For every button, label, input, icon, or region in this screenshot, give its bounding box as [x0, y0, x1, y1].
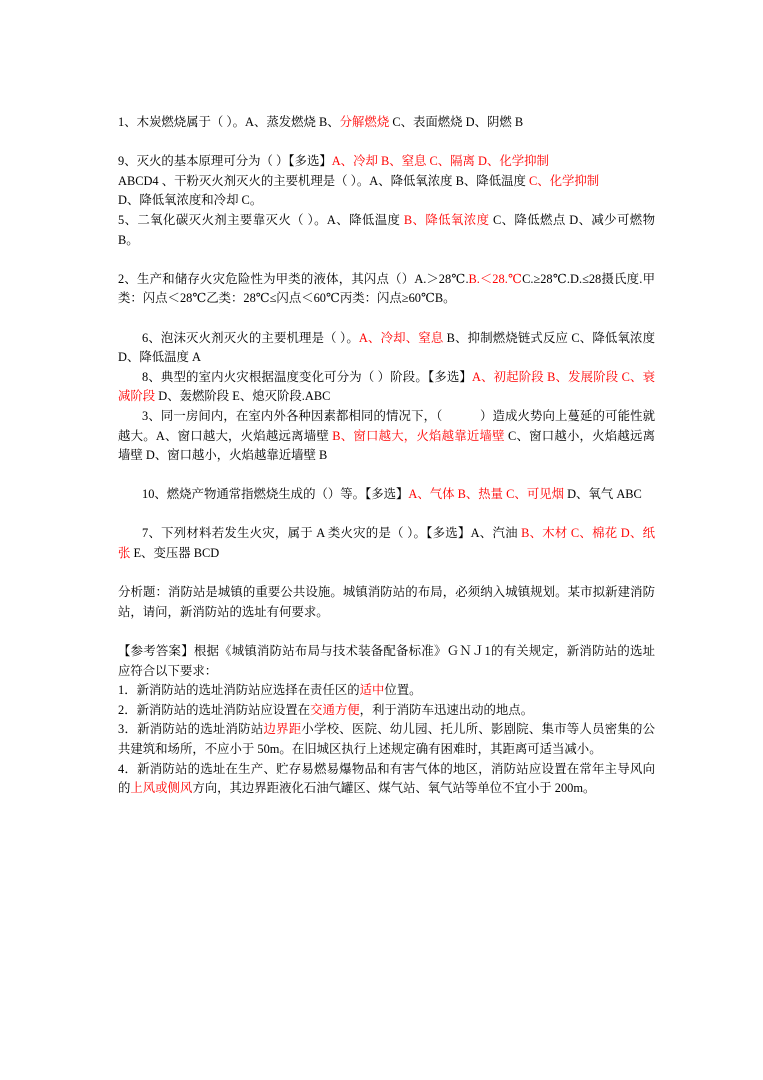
- paragraph-spacer: [118, 250, 655, 270]
- body-text-run: 4．新消防站的选址在生产、贮存易燃易爆物品和有害气体的地区，消防站应设置在常年主导风向的: [118, 761, 655, 796]
- body-text-run: 方向，其边界距液化石油气罐区、煤气站、氧气站等单位不宜小于 200m。: [192, 781, 596, 796]
- highlighted-answer-text: 上风或侧风: [130, 781, 193, 796]
- body-text-run: 2．新消防站的选址消防站应设置在: [118, 702, 311, 717]
- requirement-item-2: [118, 701, 655, 721]
- highlighted-answer-text: C、化学抑制: [528, 173, 600, 188]
- highlighted-answer-text: B、降低氧浓度: [403, 212, 490, 227]
- highlighted-answer-text: 适中: [359, 683, 385, 698]
- question-9-line-1: [118, 152, 655, 172]
- body-text-run: 分析题：消防站是城镇的重要公共设施。城镇消防站的布局，必须纳入城镇规划。某市拟新建消防站，请问，新消防站的选址有何要求。: [118, 585, 655, 619]
- body-text-run: 6、泡沫灭火剂灭火的主要机理是（ ）。: [142, 330, 359, 345]
- question-10-paragraph: [118, 485, 655, 505]
- body-text-run: C、窗口越小，火焰越远离墙壁 D、窗口越小，火焰越靠近墙壁 B: [118, 428, 656, 463]
- body-text-run: C、表面燃烧 D、阴燃 B: [389, 115, 524, 129]
- paragraph-spacer: [118, 309, 655, 329]
- body-text-run: D、氧气 ABC: [564, 487, 642, 502]
- requirement-item-4: [118, 760, 655, 799]
- body-text-run: D、轰燃阶段 E、熄灭阶段.ABC: [155, 389, 331, 404]
- highlighted-answer-text: A、冷却 B、窒息 C、隔离 D、化学抑制: [331, 154, 549, 169]
- body-text-run: 【参考答案】根据《城镇消防站布局与技术装备配备标准》ＧＮＪ1的有关规定，新消防站的选址应符合以下要求：: [118, 644, 655, 678]
- paragraph-spacer: [118, 564, 655, 584]
- body-text-run: 位置。: [384, 683, 422, 698]
- highlighted-answer-text: 边界距: [263, 722, 302, 737]
- paragraph-spacer: [118, 466, 655, 486]
- highlighted-answer-text: B、窗口越大，火焰越靠近墙壁: [332, 428, 505, 443]
- question-7-paragraph: [118, 524, 655, 563]
- body-text-run: E、变压器 BCD: [130, 546, 220, 561]
- question-9-line-2: [118, 172, 655, 192]
- question-8-paragraph: [118, 368, 655, 407]
- question-3-paragraph: [118, 407, 655, 466]
- paragraph-spacer: [118, 133, 655, 153]
- body-text-run: D、降低氧浓度和冷却 C。: [118, 193, 263, 208]
- body-text-run: 3、同一房间内，在室内外各种因素都相同的情况下，（ ）造成火势向上蔓延的可能性就越大。A、窗口越大，火焰越远离墙壁: [118, 408, 655, 443]
- body-text-run: 10、燃烧产物通常指燃烧生成的（）等。【多选】: [142, 487, 409, 502]
- body-text-run: 2、生产和储存火灾危险性为甲类的液体，其闪点（）A.＞28℃.: [118, 271, 469, 286]
- highlighted-answer-text: A、冷却、窒息: [358, 330, 444, 345]
- highlighted-answer-text: B、木材 C、棉花 D、纸张: [118, 526, 655, 561]
- body-text-run: 7、下列材料若发生火灾，属于 A 类火灾的是（ ）。【多选】A、汽油: [142, 526, 522, 541]
- body-text-run: B、抑制燃烧链式反应 C、降低氧浓度 D、降低温度 A: [118, 330, 655, 365]
- body-text-run: 3．新消防站的选址消防站: [118, 722, 264, 737]
- body-text-run: ABCD4 、干粉灭火剂灭火的主要机理是（ ）。A、降低氧浓度 B、降低温度: [118, 173, 529, 188]
- highlighted-answer-text: A、初起阶段 B、发展阶段 C、衰减阶段: [118, 369, 655, 404]
- body-text-run: C、降低燃点 D、减少可燃物 B。: [118, 212, 656, 247]
- paragraph-spacer: [118, 505, 655, 525]
- body-text-run: 1、木炭燃烧属于（ ）。A、蒸发燃烧 B、: [118, 115, 340, 129]
- body-text-run: C.≥28℃.D.≤28摄氏度.甲类：闪点＜28℃乙类：28℃≤闪点＜60℃丙类：闪点≥60℃B。: [118, 271, 655, 306]
- body-text-run: 5、二氧化碳灭火剂主要靠灭火（ ）。A、降低温度: [118, 212, 404, 227]
- highlighted-answer-text: 分解燃烧: [339, 115, 390, 129]
- highlighted-answer-text: A、气体 B、热量 C、可见烟: [408, 487, 564, 502]
- body-text-run: ，利于消防车迅速出动的地点。: [359, 702, 534, 717]
- paragraph-spacer: [118, 622, 655, 642]
- question-2-paragraph: [118, 270, 655, 309]
- body-text-run: 9、灭火的基本原理可分为（ ）【多选】: [118, 154, 332, 169]
- body-text-run: 8、典型的室内火灾根据温度变化可分为（ ）阶段。【多选】: [142, 369, 472, 384]
- highlighted-answer-text: B.＜28.℃: [468, 271, 523, 286]
- requirement-item-1: [118, 681, 655, 701]
- highlighted-answer-text: 交通方便: [310, 702, 360, 717]
- reference-answer-intro: [118, 642, 655, 681]
- body-text-run: 小学校、医院、幼儿园、托儿所、影剧院、集市等人员密集的公共建筑和场所，不应小于 50m。在旧城区执行上述规定确有困难时，其距离可适当减小。: [118, 722, 656, 756]
- requirement-item-3: [118, 720, 655, 759]
- question-1-paragraph: [118, 113, 655, 133]
- body-text-run: 1．新消防站的选址消防站应选择在责任区的: [118, 683, 360, 698]
- question-5-paragraph: [118, 211, 655, 250]
- document-body: [118, 113, 655, 799]
- question-9-line-3: [118, 191, 655, 211]
- analysis-question-paragraph: [118, 583, 655, 622]
- question-6-paragraph: [118, 329, 655, 368]
